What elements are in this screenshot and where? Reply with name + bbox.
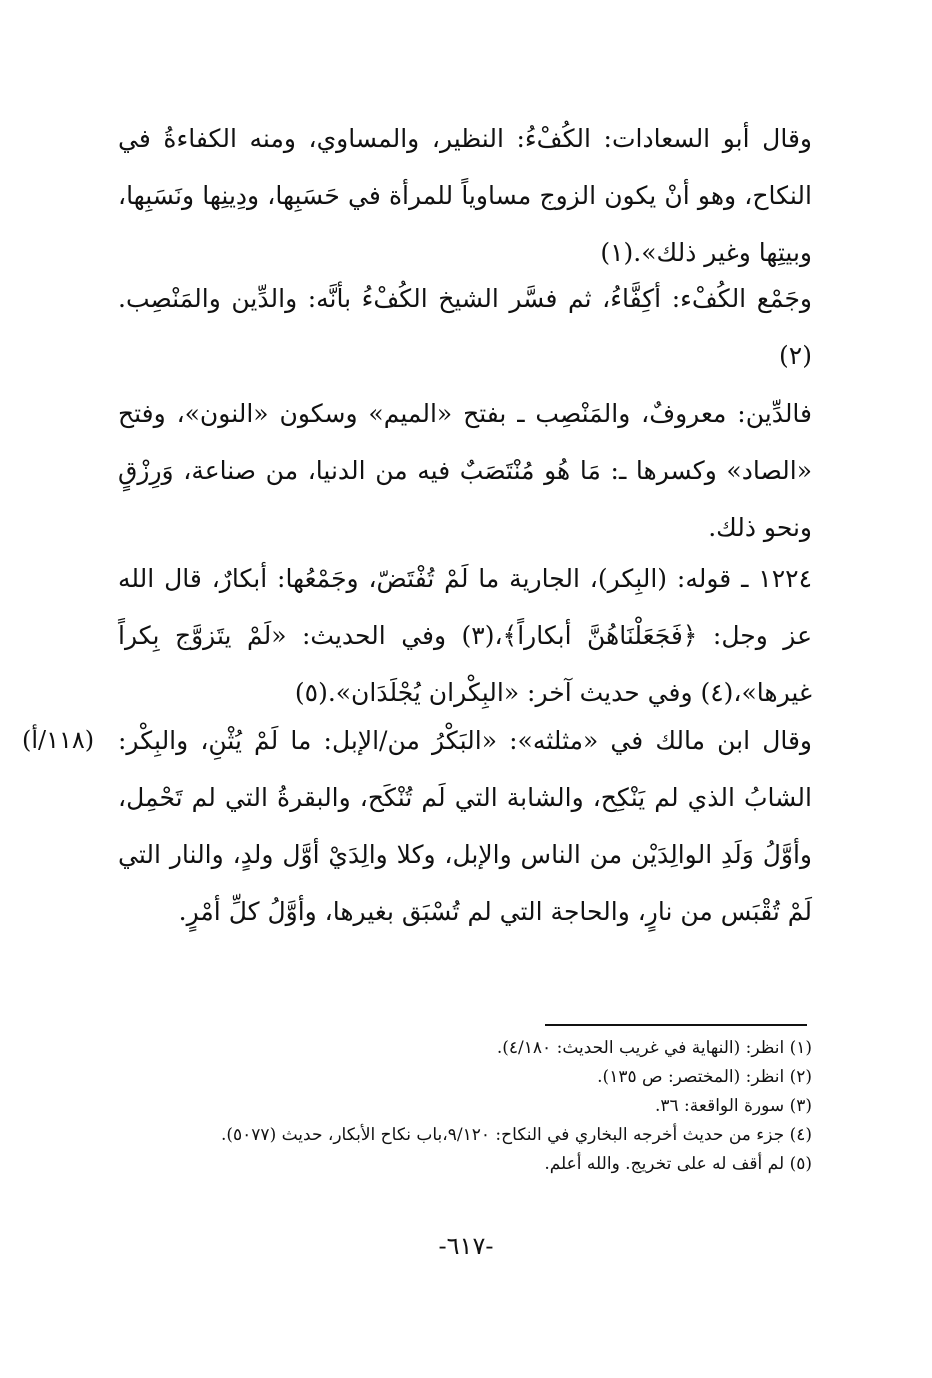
footnote-1: (١) انظر: (النهاية في غريب الحديث: ٤/١٨٠). [496,1038,812,1058]
margin-folio-reference: (١١٨/أ) [22,726,95,754]
paragraph-text: فالدِّين: معروفٌ، والمَنْصِب ـ بفتح «الميم» وسكون «النون»، وفتح «الصاد» وكسرها ـ: مَا هُو مُنْتَصَبٌ فيه من الدنيا، من صناعة، وَرِزْقٍ ونحو ذلك. [118,399,812,542]
footnotes [118,1034,812,1179]
paragraph-bikr-entry [118,550,812,721]
footnote-divider [545,1024,807,1026]
page-number: -٦١٧- [438,1232,494,1260]
footnote-3: (٣) سورة الواقعة: ٣٦. [654,1096,812,1116]
paragraph-text: وقال أبو السعادات: الكُفْءُ: النظير، والمساوي، ومنه الكفاءةُ في النكاح، وهو أنْ يكون الزوج مساوياً للمرأة في حَسَبِها، ودِينِها ونَسَبِها، وبيتِها وغير ذلك».(١) [118,124,812,267]
paragraph-text: وجَمْع الكُفْء: أكِفَّاءُ، ثم فسَّر الشيخ الكُفْءُ بأنَّه: والدِّين والمَنْصِب.(٢) [118,284,812,370]
paragraph-text: وقال ابن مالك في «مثلثه»: «البَكْرُ من/الإبل: ما لَمْ يُثْنِ، والبِكْر: الشابُ الذي لم يَنْكِح، والشابة التي لَم تُنْكَح، والبقرةُ التي لم تَحْمِل، وأوَّلُ وَلَدِ الوالِدَيْن من الناس والإبل، وكلا والِدَيْ أوَّل ولدٍ، والنار التي لَمْ تُقْبَس من نارٍ، والحاجة التي لم تُسْبَق بغيرها، وأوَّلُ كلِّ أمْرٍ. [118,726,812,926]
paragraph-kufu-plural [118,270,812,384]
paragraph-ibn-malik [118,712,812,940]
footnote-5: (٥) لم أقف له على تخريج. والله أعلم. [544,1154,812,1174]
footnote-4: (٤) جزء من حديث أخرجه البخاري في النكاح: ٩/١٢٠،باب نكاح الأبكار، حديث (٥٠٧٧). [220,1125,812,1145]
footnote-2: (٢) انظر: (المختصر: ص ١٣٥). [597,1067,812,1087]
paragraph-text: ١٢٢٤ ـ قوله: (البِكر)، الجارية ما لَمْ تُفْتَضّ، وجَمْعُها: أبكارٌ، قال الله عز وجل: ﴿فَجَعَلْنَاهُنَّ أبكاراً﴾،(٣) وفي الحديث: «لَمْ يتَزوَّج بِكراً غيرها»،(٤) وفي حديث آخر: «البِكْران يُجْلَدَان».(٥) [118,564,812,707]
paragraph-kufu-definition [118,110,812,281]
paragraph-din-mansib [118,385,812,556]
